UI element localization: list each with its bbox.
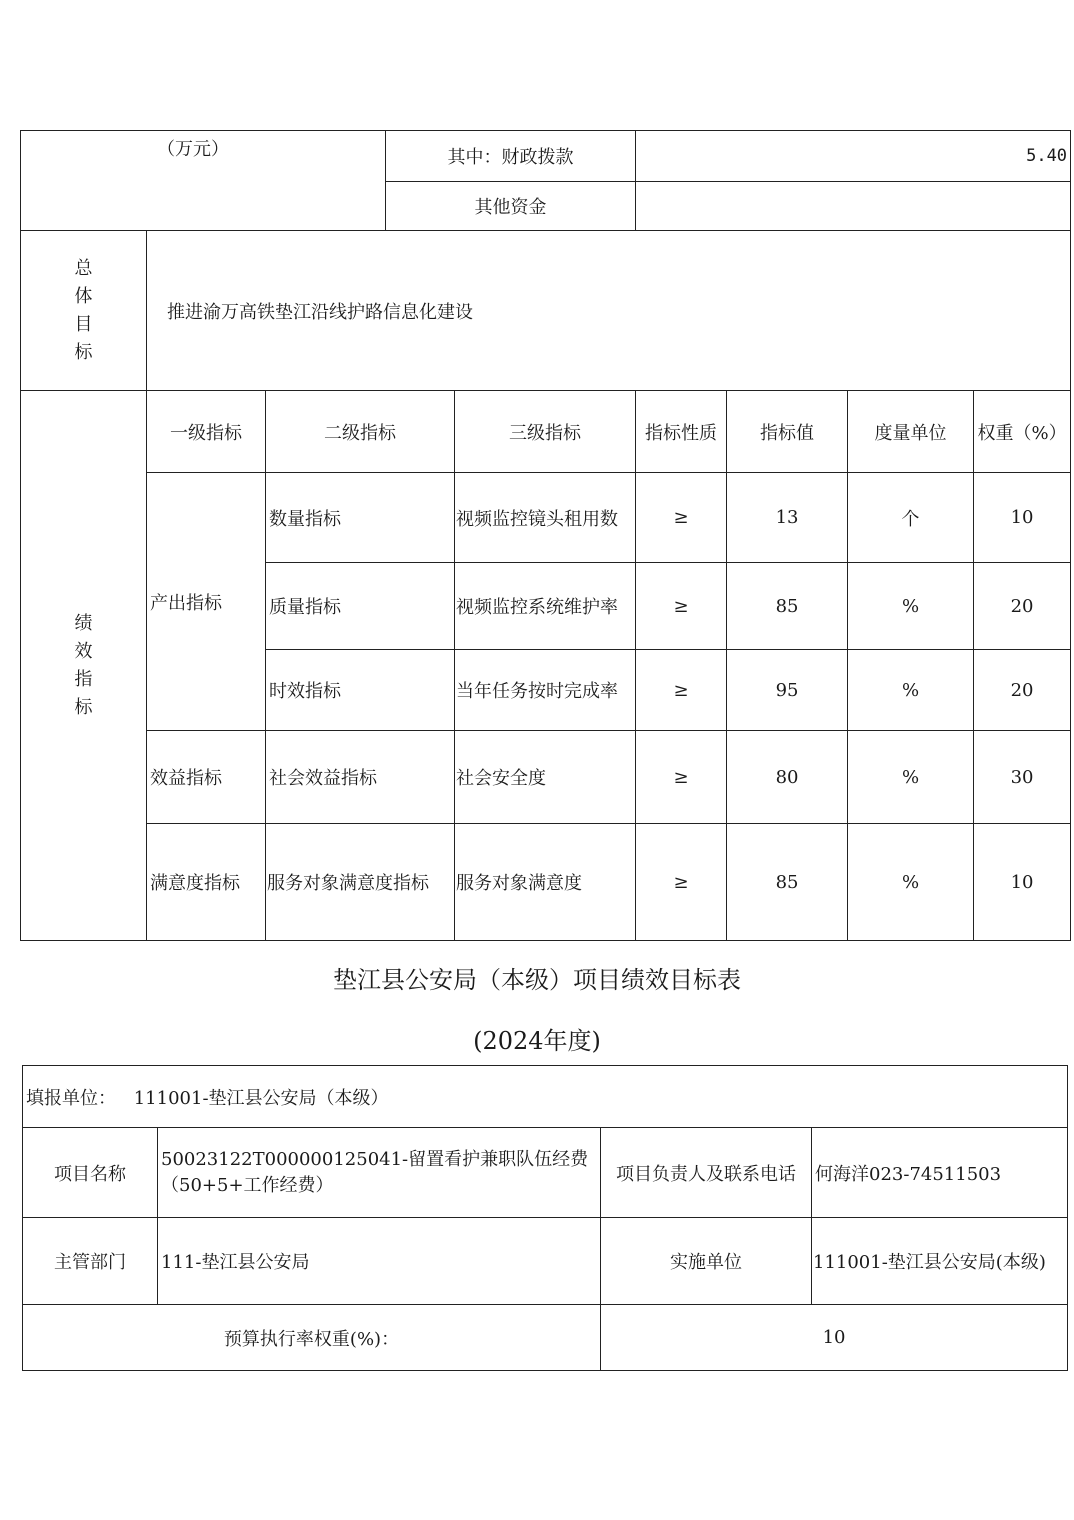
level2-cell: 质量指标 [266,563,455,650]
reporting-unit-value: 111001-垫江县公安局（本级） [133,1087,389,1109]
weight-cell: 20 [974,563,1071,650]
budget-rate-label: 预算执行率权重(%)： [23,1305,601,1371]
level3-cell: 当年任务按时完成率 [455,650,636,731]
page-subtitle: (2024年度) [473,1027,601,1055]
other-funds-label: 其他资金 [386,182,636,231]
value-cell: 95 [727,650,848,731]
level3-cell: 视频监控系统维护率 [455,563,636,650]
goal-label: 总 体 目 标 [21,231,147,391]
perf-label: 绩 效 指 标 [21,391,147,941]
budget-rate-value: 10 [601,1305,1068,1371]
level2-cell: 服务对象满意度指标 [266,824,455,941]
level3-cell: 服务对象满意度 [455,824,636,941]
level1-cell: 效益指标 [147,731,266,824]
value-cell: 80 [727,731,848,824]
value-cell: 85 [727,824,848,941]
level1-cell: 满意度指标 [147,824,266,941]
weight-cell: 20 [974,650,1071,731]
unit-cell: % [848,650,974,731]
level1-cell: 产出指标 [147,473,266,731]
header-level3: 三级指标 [455,391,636,473]
nature-cell: ≥ [636,563,727,650]
header-weight: 权重（%） [974,391,1071,473]
level3-cell: 社会安全度 [455,731,636,824]
dept-label: 主管部门 [23,1218,158,1305]
value-cell: 85 [727,563,848,650]
header-level2: 二级指标 [266,391,455,473]
table-row [21,473,1071,563]
table-row [21,824,1071,941]
project-name-label: 项目名称 [23,1128,158,1218]
header-value: 指标值 [727,391,848,473]
other-funds-value [636,182,1071,231]
dept-value: 111-垫江县公安局 [158,1218,601,1305]
level2-cell: 社会效益指标 [266,731,455,824]
weight-cell: 10 [974,473,1071,563]
project-name-value [158,1128,601,1218]
nature-cell: ≥ [636,731,727,824]
contact-label: 项目负责人及联系电话 [601,1128,812,1218]
header-level1: 一级指标 [147,391,266,473]
funds-unit-cell [21,131,386,231]
weight-cell: 10 [974,824,1071,941]
nature-cell: ≥ [636,473,727,563]
unit-cell: % [848,731,974,824]
performance-indicator-table [20,130,1071,941]
fiscal-label: 其中：财政拨款 [386,131,636,182]
level2-cell: 时效指标 [266,650,455,731]
impl-unit-label: 实施单位 [601,1218,812,1305]
goal-text: 推进渝万高铁垫江沿线护路信息化建设 [147,231,1071,391]
value-cell: 13 [727,473,848,563]
header-unit: 度量单位 [848,391,974,473]
impl-unit-value: 111001-垫江县公安局(本级) [812,1218,1068,1305]
project-name-line1: 50023122T000000125041-留置看护兼职队伍经费 [161,1148,589,1170]
level2-cell: 数量指标 [266,473,455,563]
table-row [21,731,1071,824]
project-info-table [22,1065,1068,1371]
project-name-line2: （50+5+工作经费） [161,1174,334,1196]
unit-cell: 个 [848,473,974,563]
funds-unit-label: （万元） [157,139,230,160]
unit-cell: % [848,824,974,941]
unit-cell: % [848,563,974,650]
fiscal-value: 5.40 [636,131,1071,182]
page-title: 垫江县公安局（本级）项目绩效目标表 [333,966,741,994]
header-nature: 指标性质 [636,391,727,473]
nature-cell: ≥ [636,650,727,731]
contact-value: 何海洋023-74511503 [812,1128,1068,1218]
reporting-unit-label: 填报单位： [26,1087,116,1109]
weight-cell: 30 [974,731,1071,824]
reporting-unit-cell [23,1066,1068,1128]
level3-cell: 视频监控镜头租用数 [455,473,636,563]
nature-cell: ≥ [636,824,727,941]
